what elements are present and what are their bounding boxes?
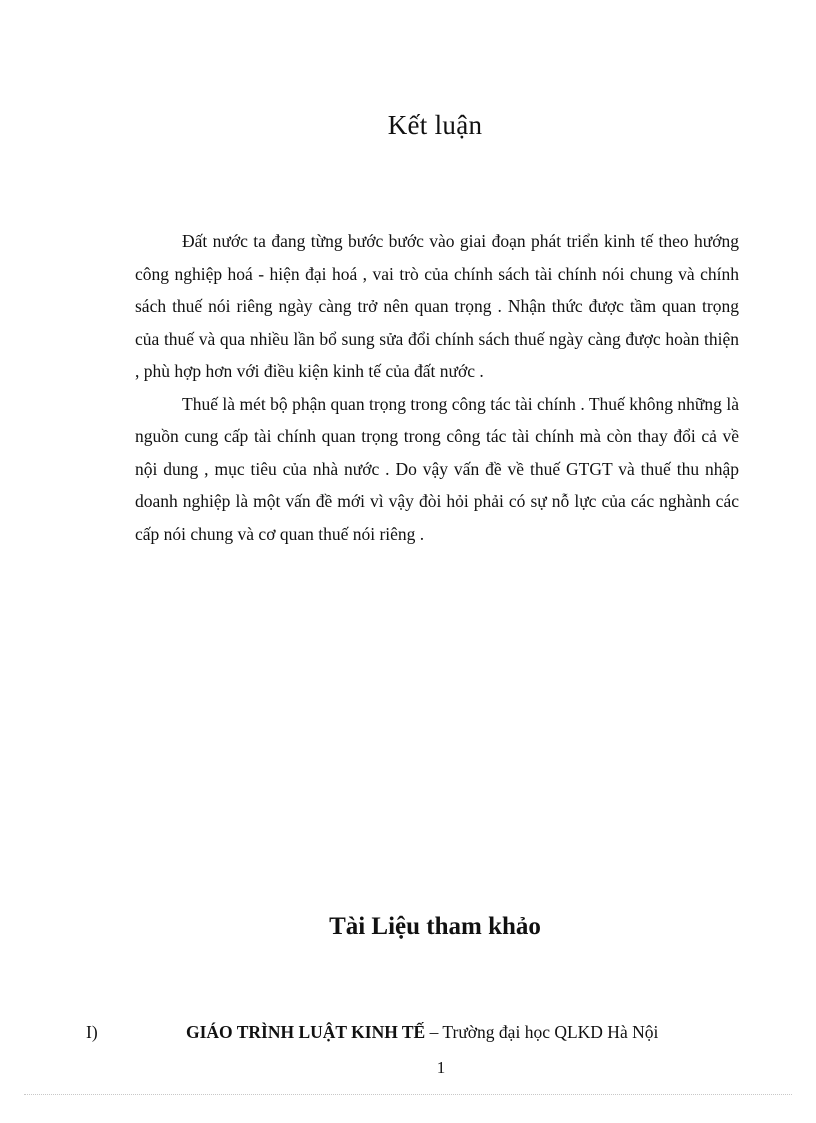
page-bottom-border (24, 1094, 792, 1095)
reference-title: GIÁO TRÌNH LUẬT KINH TẾ (186, 1022, 426, 1042)
references-heading: Tài Liệu tham khảo (329, 912, 541, 940)
paragraph-1: Đất nước ta đang từng bước bước vào giai đoạn phát triển kinh tế theo hướng công nghiệp hoá - hiện đại hoá , vai trò của chính sách tài chính nói chung và chính sách thuế nói riêng ngày càng trở nên quan trọng . Nhận thức được tầm quan trọng của thuế và qua nhiều lần bổ sung sửa đổi chính sách thuế ngày càng được hoàn thiện , phù hợp hơn với điều kiện kinh tế của đất nước . (135, 231, 739, 381)
reference-number: I) (86, 1022, 98, 1042)
reference-item (86, 1022, 766, 1050)
page-title: Kết luận (387, 110, 483, 141)
page-number: 1 (436, 1058, 446, 1077)
reference-detail: – Trường đại học QLKD Hà Nội (425, 1022, 659, 1042)
reference-text (186, 1022, 658, 1043)
paragraph-2: Thuế là mét bộ phận quan trọng trong công tác tài chính . Thuế không những là nguồn cung cấp tài chính quan trọng trong công tác tài chính mà còn thay đổi cả về nội dung , mục tiêu của nhà nước . Do vậy vấn đề về thuế GTGT và thuế thu nhập doanh nghiệp là một vấn đề mới vì vậy đòi hỏi phải có sự nỗ lực của các nghành các cấp nói chung và cơ quan thuế nói riêng . (135, 393, 739, 544)
conclusion-body (135, 225, 739, 550)
